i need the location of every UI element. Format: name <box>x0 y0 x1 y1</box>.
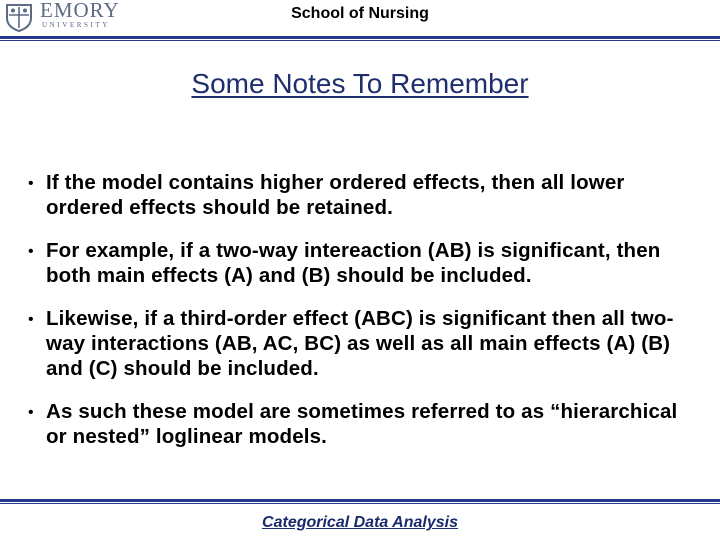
footer-divider <box>0 499 720 502</box>
slide-title: Some Notes To Remember <box>191 68 529 99</box>
logo-subtitle: UNIVERSITY <box>42 21 110 29</box>
bullet-item <box>24 238 704 288</box>
bullet-list <box>24 170 704 467</box>
bullet-icon: • <box>28 404 34 421</box>
bullet-icon: • <box>28 311 34 328</box>
bullet-icon: • <box>28 175 34 192</box>
bullet-text: As such these model are sometimes referred to as “hierarchical or nested” loglinear models. <box>46 400 678 448</box>
bullet-text: If the model contains higher ordered effects, then all lower ordered effects should be retained. <box>46 171 625 219</box>
header-divider <box>0 36 720 39</box>
footer-divider-thin <box>0 503 720 504</box>
header-title: School of Nursing <box>291 5 429 22</box>
bullet-icon: • <box>28 243 34 260</box>
bullet-text: For example, if a two-way intereaction (AB) is significant, then both main effects (A) and (B) should be included. <box>46 239 661 287</box>
logo-wordmark: EMORY <box>40 0 120 22</box>
bullet-item <box>24 399 704 449</box>
bullet-item <box>24 306 704 381</box>
header-divider-thin <box>0 40 720 41</box>
footer-course-title: Categorical Data Analysis <box>262 514 458 531</box>
bullet-text: Likewise, if a third-order effect (ABC) is significant then all two-way interactions (AB, AC, BC) as well as all main effects (A) (B) and (C) should be included. <box>46 307 674 380</box>
bullet-item <box>24 170 704 220</box>
